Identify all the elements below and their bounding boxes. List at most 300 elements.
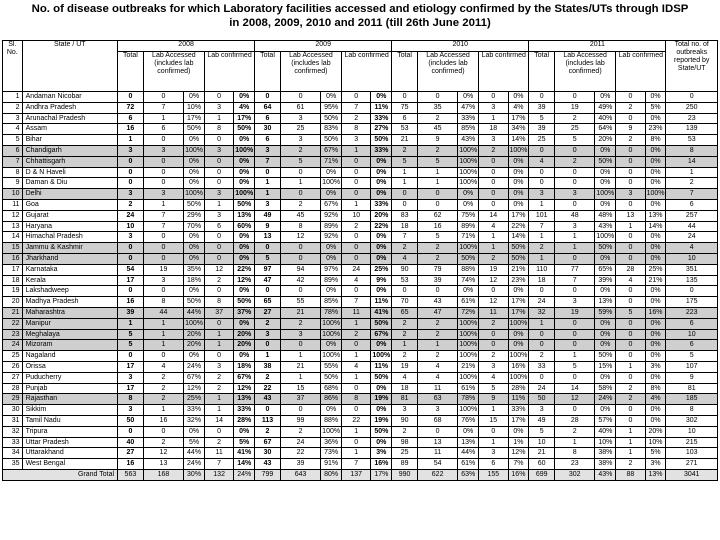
grand-total-cell: 30% [184, 469, 205, 480]
row-cell: 61% [458, 383, 479, 394]
row-cell: 1 [392, 178, 418, 189]
row-cell: 0% [371, 405, 392, 416]
row-cell: 2 [280, 318, 320, 329]
row-cell: 94 [280, 264, 320, 275]
row-sno: 7 [3, 156, 23, 167]
row-cell: 2 [555, 156, 595, 167]
row-grand-total: 302 [666, 415, 718, 426]
row-cell: 0 [529, 329, 555, 340]
row-cell: 1 [204, 199, 233, 210]
row-cell: 100% [321, 329, 342, 340]
grand-total-cell: 43% [595, 469, 616, 480]
row-cell: 0% [234, 135, 255, 146]
row-state: Rajasthan [22, 394, 117, 405]
row-cell: 0% [645, 113, 666, 124]
row-cell: 28 [616, 264, 645, 275]
table-row [3, 210, 718, 221]
row-cell: 37 [280, 394, 320, 405]
row-sno: 16 [3, 253, 23, 264]
row-cell: 39 [280, 459, 320, 470]
row-cell: 9 [479, 394, 508, 405]
row-cell: 0 [417, 286, 457, 297]
row-cell: 50% [321, 372, 342, 383]
row-cell: 0% [234, 92, 255, 103]
row-cell: 0 [342, 92, 371, 103]
header-total-2010: Total [392, 52, 418, 92]
row-cell: 38% [595, 448, 616, 459]
row-cell: 8 [204, 124, 233, 135]
row-cell: 12% [184, 383, 205, 394]
row-cell: 18 [392, 221, 418, 232]
row-cell: 25% [371, 264, 392, 275]
row-cell: 0% [645, 199, 666, 210]
row-cell: 18 [479, 124, 508, 135]
row-cell: 0 [616, 167, 645, 178]
row-cell: 14% [234, 459, 255, 470]
row-cell: 0% [645, 318, 666, 329]
row-cell: 53 [392, 275, 418, 286]
row-cell: 2 [392, 318, 418, 329]
row-cell: 0 [392, 286, 418, 297]
row-cell: 39 [417, 275, 457, 286]
row-cell: 63 [417, 394, 457, 405]
row-cell: 2 [616, 135, 645, 146]
row-cell: 2 [479, 145, 508, 156]
row-cell: 67% [371, 329, 392, 340]
row-cell: 100% [458, 405, 479, 416]
row-cell: 50% [371, 135, 392, 146]
row-cell: 24 [118, 210, 144, 221]
row-cell: 67% [184, 372, 205, 383]
grand-total-cell: 88 [616, 469, 645, 480]
row-sno: 27 [3, 372, 23, 383]
row-grand-total: 2 [666, 178, 718, 189]
row-cell: 1 [255, 178, 281, 189]
row-state: Jammu & Kashmir [22, 243, 117, 254]
row-cell: 7 [555, 275, 595, 286]
table-row [3, 135, 718, 146]
row-cell: 3 [280, 113, 320, 124]
row-cell: 0 [616, 405, 645, 416]
row-cell: 24 [529, 297, 555, 308]
row-cell: 19% [371, 394, 392, 405]
row-cell: 8 [555, 448, 595, 459]
row-cell: 21% [458, 361, 479, 372]
row-state: Orissa [22, 361, 117, 372]
row-cell: 3 [479, 135, 508, 146]
row-cell: 50% [371, 426, 392, 437]
row-cell: 1 [555, 437, 595, 448]
row-cell: 1 [616, 437, 645, 448]
row-cell: 67 [255, 437, 281, 448]
row-cell: 17% [508, 210, 529, 221]
row-cell: 12 [479, 297, 508, 308]
row-cell: 0% [508, 178, 529, 189]
row-cell: 22 [255, 383, 281, 394]
grand-total-overall: 3041 [666, 469, 718, 480]
row-cell: 5 [417, 232, 457, 243]
row-cell: 61% [458, 459, 479, 470]
row-cell: 4 [342, 275, 371, 286]
page-title [0, 2, 720, 30]
row-cell: 0% [234, 253, 255, 264]
row-cell: 5% [645, 448, 666, 459]
row-cell: 22 [342, 415, 371, 426]
row-cell: 0 [616, 297, 645, 308]
row-cell: 0% [508, 189, 529, 200]
row-cell: 1 [342, 372, 371, 383]
row-cell: 27 [118, 448, 144, 459]
row-cell: 0% [645, 232, 666, 243]
row-cell: 5 [280, 156, 320, 167]
row-cell: 0 [342, 405, 371, 416]
row-grand-total: 185 [666, 394, 718, 405]
row-cell: 36% [321, 437, 342, 448]
table-row [3, 145, 718, 156]
row-cell: 2 [392, 426, 418, 437]
grand-total-cell: 643 [280, 469, 320, 480]
row-cell: 41% [234, 448, 255, 459]
row-cell: 1 [342, 448, 371, 459]
row-cell: 17% [508, 415, 529, 426]
row-cell: 17% [508, 297, 529, 308]
row-cell: 0% [645, 329, 666, 340]
row-cell: 0% [321, 253, 342, 264]
row-cell: 2 [479, 318, 508, 329]
row-cell: 1 [555, 232, 595, 243]
row-cell: 17 [118, 383, 144, 394]
row-cell: 35 [417, 102, 457, 113]
row-cell: 1 [616, 426, 645, 437]
row-cell: 0 [204, 253, 233, 264]
row-cell: 0 [204, 167, 233, 178]
row-sno: 15 [3, 243, 23, 254]
table-row [3, 437, 718, 448]
row-cell: 21% [508, 264, 529, 275]
row-cell: 0% [645, 351, 666, 362]
row-cell: 2 [417, 243, 457, 254]
row-cell: 5 [118, 329, 144, 340]
row-cell: 62 [417, 210, 457, 221]
grand-total-cell: 13% [645, 469, 666, 480]
row-cell: 81 [392, 394, 418, 405]
row-cell: 3 [118, 145, 144, 156]
row-cell: 0 [204, 286, 233, 297]
row-cell: 0 [479, 426, 508, 437]
row-cell: 0 [143, 253, 183, 264]
row-cell: 1 [479, 232, 508, 243]
table-row [3, 221, 718, 232]
table-row [3, 340, 718, 351]
header-total-2008: Total [118, 52, 144, 92]
row-cell: 3 [479, 361, 508, 372]
row-cell: 24% [184, 459, 205, 470]
row-cell: 2 [204, 437, 233, 448]
row-cell: 1 [616, 221, 645, 232]
row-cell: 25% [645, 264, 666, 275]
row-sno: 1 [3, 92, 23, 103]
row-cell: 100% [508, 372, 529, 383]
row-cell: 5% [645, 102, 666, 113]
row-cell: 95% [321, 102, 342, 113]
row-cell: 22% [234, 264, 255, 275]
row-cell: 33% [371, 199, 392, 210]
row-cell: 18% [184, 275, 205, 286]
row-cell: 1 [255, 189, 281, 200]
row-cell: 55% [321, 361, 342, 372]
row-cell: 0 [118, 286, 144, 297]
row-cell: 1 [143, 405, 183, 416]
row-cell: 100% [184, 145, 205, 156]
row-cell: 0% [184, 167, 205, 178]
row-cell: 4 [392, 253, 418, 264]
row-cell: 16 [118, 297, 144, 308]
row-cell: 100% [321, 318, 342, 329]
row-cell: 92% [321, 210, 342, 221]
table-row [3, 448, 718, 459]
row-cell: 1 [417, 340, 457, 351]
row-cell: 0 [118, 167, 144, 178]
row-cell: 100% [508, 145, 529, 156]
row-grand-total: 9 [666, 372, 718, 383]
row-cell: 50% [508, 253, 529, 264]
row-cell: 0 [118, 178, 144, 189]
row-cell: 19 [555, 307, 595, 318]
row-cell: 50% [321, 113, 342, 124]
row-cell: 0% [595, 405, 616, 416]
row-cell: 20% [234, 329, 255, 340]
row-cell: 10% [184, 102, 205, 113]
table-row [3, 329, 718, 340]
row-cell: 100% [508, 351, 529, 362]
grand-total-cell: 16% [508, 469, 529, 480]
row-cell: 17% [234, 113, 255, 124]
row-cell: 4% [645, 394, 666, 405]
row-cell: 3 [118, 189, 144, 200]
row-cell: 89 [392, 459, 418, 470]
row-cell: 89% [321, 275, 342, 286]
row-cell: 0% [595, 329, 616, 340]
row-cell: 100% [234, 145, 255, 156]
row-state: Nagaland [22, 351, 117, 362]
row-cell: 48 [555, 210, 595, 221]
row-cell: 4 [417, 372, 457, 383]
row-cell: 14% [508, 232, 529, 243]
row-cell: 0% [595, 145, 616, 156]
row-cell: 2 [529, 351, 555, 362]
row-cell: 0 [616, 415, 645, 426]
row-cell: 68 [417, 415, 457, 426]
title-line-1: No. of disease outbreaks for which Laboratory facilities accessed and etiology confirmed by the States/UTs through IDSP [31, 3, 689, 15]
row-cell: 0 [255, 92, 281, 103]
row-cell: 5% [184, 437, 205, 448]
row-cell: 21 [529, 448, 555, 459]
row-cell: 0 [255, 340, 281, 351]
header-year-2010: 2010 [392, 41, 529, 52]
row-cell: 7 [342, 459, 371, 470]
row-cell: 0% [645, 253, 666, 264]
row-cell: 75 [392, 102, 418, 113]
row-cell: 65 [392, 307, 418, 318]
row-cell: 100% [321, 351, 342, 362]
row-grand-total: 250 [666, 102, 718, 113]
row-cell: 12% [234, 275, 255, 286]
row-cell: 22% [508, 221, 529, 232]
row-cell: 0 [479, 156, 508, 167]
row-cell: 49% [595, 102, 616, 113]
row-cell: 2 [417, 145, 457, 156]
row-cell: 100% [458, 156, 479, 167]
row-cell: 0 [118, 92, 144, 103]
row-sno: 34 [3, 448, 23, 459]
row-cell: 100% [458, 167, 479, 178]
row-cell: 3 [255, 329, 281, 340]
row-sno: 33 [3, 437, 23, 448]
row-cell: 55 [280, 297, 320, 308]
row-cell: 27% [371, 124, 392, 135]
row-cell: 0 [555, 253, 595, 264]
row-cell: 0 [118, 426, 144, 437]
row-cell: 2 [143, 437, 183, 448]
row-cell: 58% [595, 383, 616, 394]
row-sno: 12 [3, 210, 23, 221]
row-cell: 71% [458, 232, 479, 243]
row-cell: 19 [555, 102, 595, 113]
row-cell: 5 [255, 253, 281, 264]
row-state: West Bengal [22, 459, 117, 470]
table-row [3, 232, 718, 243]
row-cell: 2 [479, 351, 508, 362]
row-cell: 2 [529, 243, 555, 254]
row-cell: 0% [645, 178, 666, 189]
row-cell: 0 [280, 405, 320, 416]
row-cell: 7 [529, 221, 555, 232]
row-cell: 0% [595, 318, 616, 329]
row-cell: 37% [234, 307, 255, 318]
header-year-2008: 2008 [118, 41, 255, 52]
row-cell: 22 [280, 448, 320, 459]
row-cell: 50% [234, 124, 255, 135]
row-cell: 0% [371, 178, 392, 189]
grand-total-cell: 622 [417, 469, 457, 480]
header-total-2011: Total [529, 52, 555, 92]
row-grand-total: 103 [666, 448, 718, 459]
row-cell: 6 [143, 124, 183, 135]
row-cell: 19 [479, 264, 508, 275]
row-cell: 1 [143, 113, 183, 124]
row-cell: 11 [417, 448, 457, 459]
row-cell: 0 [479, 340, 508, 351]
row-cell: 0 [342, 437, 371, 448]
row-grand-total: 6 [666, 199, 718, 210]
row-cell: 0% [595, 286, 616, 297]
row-cell: 44% [184, 448, 205, 459]
row-cell: 2 [392, 243, 418, 254]
row-cell: 2 [280, 426, 320, 437]
header-lab-confirmed-2011: Lab confirmed [616, 52, 666, 92]
row-sno: 9 [3, 178, 23, 189]
row-cell: 6 [204, 221, 233, 232]
table-row [3, 92, 718, 103]
row-cell: 85% [458, 124, 479, 135]
row-sno: 20 [3, 297, 23, 308]
row-cell: 32% [184, 415, 205, 426]
row-cell: 0% [234, 286, 255, 297]
grand-total-row [3, 469, 718, 480]
row-sno: 32 [3, 426, 23, 437]
row-cell: 22% [371, 221, 392, 232]
row-cell: 12 [204, 264, 233, 275]
row-cell: 0% [371, 253, 392, 264]
row-sno: 2 [3, 102, 23, 113]
row-cell: 97 [255, 264, 281, 275]
table-row [3, 405, 718, 416]
row-cell: 0% [645, 156, 666, 167]
row-cell: 3 [479, 102, 508, 113]
grand-total-cell: 17% [371, 469, 392, 480]
table-row [3, 178, 718, 189]
table-row [3, 253, 718, 264]
row-grand-total: 215 [666, 437, 718, 448]
row-cell: 1 [280, 178, 320, 189]
row-cell: 17 [118, 275, 144, 286]
row-cell: 1 [143, 340, 183, 351]
grand-total-cell: 155 [479, 469, 508, 480]
row-cell: 0% [508, 156, 529, 167]
row-cell: 100% [645, 189, 666, 200]
row-cell: 43 [255, 394, 281, 405]
row-cell: 11% [371, 361, 392, 372]
row-cell: 1 [280, 351, 320, 362]
row-cell: 1 [204, 113, 233, 124]
row-cell: 38 [255, 361, 281, 372]
row-cell: 0 [616, 253, 645, 264]
row-grand-total: 6 [666, 340, 718, 351]
row-sno: 22 [3, 318, 23, 329]
row-cell: 0% [645, 286, 666, 297]
row-cell: 3 [555, 297, 595, 308]
row-cell: 77 [555, 264, 595, 275]
row-state: Madhya Pradesh [22, 297, 117, 308]
row-cell: 50 [118, 415, 144, 426]
table-row [3, 297, 718, 308]
row-cell: 100% [458, 243, 479, 254]
row-cell: 12 [479, 275, 508, 286]
row-cell: 20% [184, 340, 205, 351]
row-cell: 0 [479, 167, 508, 178]
row-cell: 6 [392, 113, 418, 124]
row-cell: 100% [458, 145, 479, 156]
row-cell: 5 [555, 135, 595, 146]
row-cell: 0% [595, 372, 616, 383]
row-cell: 6 [479, 459, 508, 470]
row-cell: 1 [143, 329, 183, 340]
row-sno: 18 [3, 275, 23, 286]
table-row [3, 243, 718, 254]
table-row [3, 351, 718, 362]
row-cell: 70 [392, 297, 418, 308]
row-cell: 0 [143, 243, 183, 254]
row-cell: 0 [529, 286, 555, 297]
row-cell: 29% [184, 210, 205, 221]
row-cell: 100% [458, 372, 479, 383]
table-row [3, 383, 718, 394]
row-cell: 92% [321, 232, 342, 243]
row-cell: 72% [458, 307, 479, 318]
row-cell: 40% [595, 113, 616, 124]
row-cell: 2 [616, 394, 645, 405]
row-cell: 91% [321, 459, 342, 470]
